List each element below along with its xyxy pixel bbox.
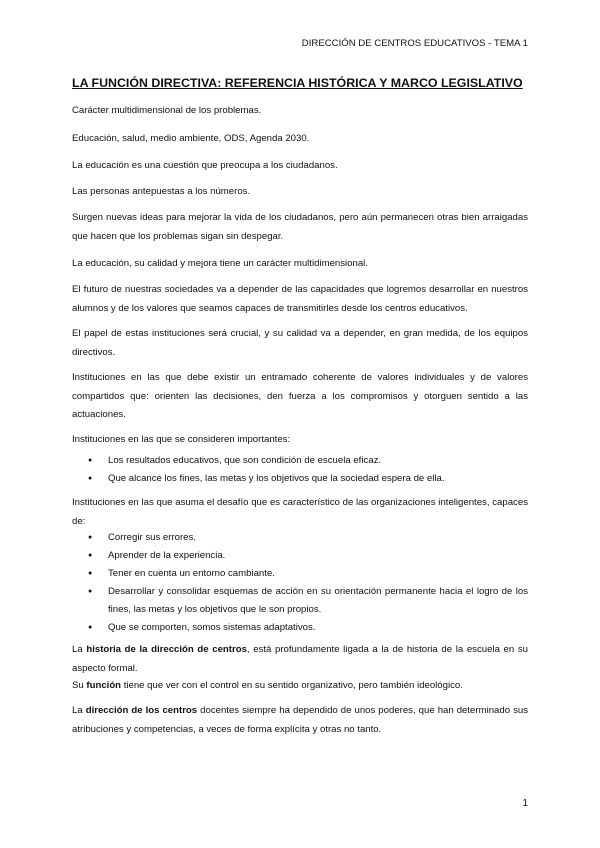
paragraph: Las personas antepuestas a los números. bbox=[72, 186, 251, 197]
list-item: ● Aprender de la experiencia. bbox=[72, 547, 528, 565]
paragraph: Surgen nuevas ideas para mejorar la vida de los ciudadanos, pero aún permanecen otras bien arraigadas que hacen que los problemas sigan sin despegar. bbox=[72, 212, 528, 242]
bold-text: dirección de los centros bbox=[85, 705, 198, 716]
text: tiene que ver con el control en su sentido organizativo, pero también ideológico. bbox=[121, 680, 463, 691]
text: La bbox=[72, 705, 86, 716]
text: docentes siempre ha dependido de unos poderes, que han determinado sus atribuciones y competencias, a veces de forma explícita y otras no tanto. bbox=[72, 705, 528, 735]
paragraph: Instituciones en las que debe existir un entramado coherente de valores individuales y de valores compartidos que: orienten las decisiones, den fuerza a los compromisos y otorguen sentido a las actuaciones. bbox=[72, 372, 528, 420]
paragraph-direccion bbox=[72, 702, 528, 739]
paragraph: El futuro de nuestras sociedades va a depender de las capacidades que logremos desarrollar en nuestros alumnos y de los valores que seamos capaces de transmitirles desde los centros educativos. bbox=[72, 284, 528, 314]
text: Su bbox=[72, 680, 87, 691]
paragraph: La educación, su calidad y mejora tiene un carácter multidimensional. bbox=[72, 258, 368, 269]
bold-text: función bbox=[86, 680, 122, 691]
bullet-list bbox=[72, 452, 528, 488]
list-item: ● Corregir sus errores. bbox=[72, 529, 528, 547]
paragraph: La educación es una cuestión que preocupa a los ciudadanos. bbox=[72, 160, 338, 171]
bullet-list bbox=[72, 529, 528, 637]
list-item: ● Los resultados educativos, que son condición de escuela eficaz. bbox=[72, 452, 528, 470]
paragraph: Instituciones en las que se consideren importantes: bbox=[72, 434, 291, 445]
list-item: ● Que se comporten, somos sistemas adaptativos. bbox=[72, 619, 528, 637]
paragraph-funcion bbox=[72, 677, 528, 696]
list-item: ● Tener en cuenta un entorno cambiante. bbox=[72, 565, 528, 583]
text: La bbox=[72, 644, 87, 655]
document-title: LA FUNCIÓN DIRECTIVA: REFERENCIA HISTÓRICA Y MARCO LEGISLATIVO bbox=[72, 76, 523, 90]
paragraph: Educación, salud, medio ambiente, ODS, Agenda 2030. bbox=[72, 133, 310, 144]
list-item: ● Desarrollar y consolidar esquemas de acción en su orientación permanente hacia el logro de los fines, las metas y los objetivos que le son propios. bbox=[72, 583, 528, 619]
page-number: 1 bbox=[522, 798, 528, 809]
paragraph: Carácter multidimensional de los problemas. bbox=[72, 105, 262, 116]
paragraph: El papel de estas instituciones será crucial, y su calidad va a depender, en gran medida, de los equipos directivos. bbox=[72, 328, 528, 358]
paragraph: Instituciones en las que asuma el desafío que es característico de las organizaciones inteligentes, capaces de: bbox=[72, 497, 528, 527]
bold-text: historia de la dirección de centros bbox=[86, 644, 247, 655]
paragraph-historia bbox=[72, 641, 528, 678]
text: , está profundamente ligada a la de historia de la escuela en su aspecto formal. bbox=[72, 644, 528, 674]
list-item: ● Que alcance los fines, las metas y los objetivos que la sociedad espera de ella. bbox=[72, 470, 528, 488]
page-header: DIRECCIÓN DE CENTROS EDUCATIVOS - TEMA 1 bbox=[301, 38, 528, 49]
